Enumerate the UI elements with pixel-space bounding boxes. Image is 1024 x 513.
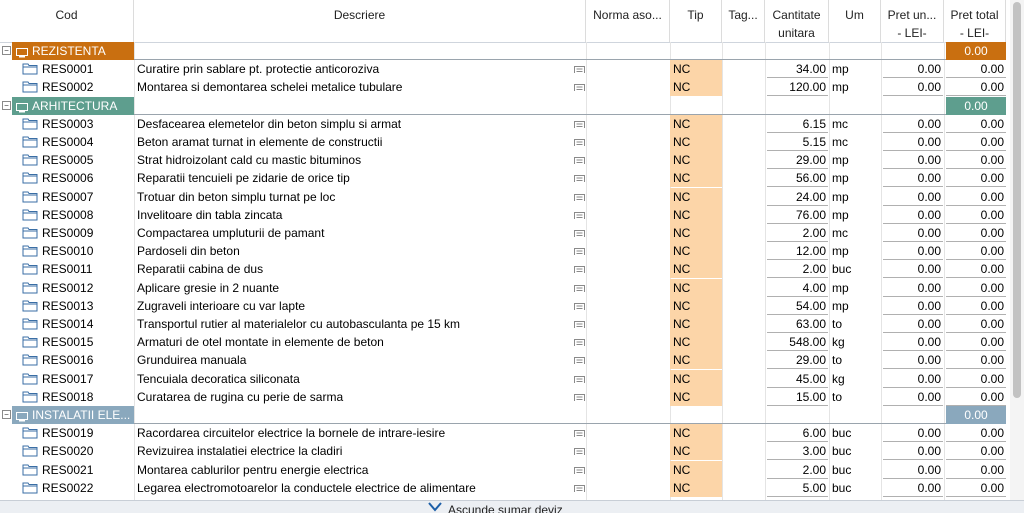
folder-icon — [22, 262, 38, 275]
table-row[interactable] — [0, 388, 1006, 406]
folder-icon — [22, 335, 38, 348]
folder-icon — [22, 62, 38, 75]
item-code[interactable]: RES0003 — [42, 116, 94, 131]
note-icon[interactable] — [574, 282, 586, 292]
item-quantity[interactable]: 5.15 — [767, 133, 828, 151]
item-quantity[interactable]: 63.00 — [767, 315, 828, 333]
group-name: REZISTENTA — [32, 44, 106, 58]
item-total-price[interactable]: 0.00 — [946, 370, 1006, 388]
group-row[interactable] — [0, 406, 1006, 424]
item-quantity[interactable]: 120.00 — [767, 78, 828, 96]
item-code[interactable]: RES0014 — [42, 317, 94, 331]
item-code[interactable]: RES0010 — [42, 244, 94, 259]
item-description[interactable]: Beton aramat turnat in elemente de constructii — [137, 135, 383, 149]
folder-icon — [22, 299, 38, 312]
item-description[interactable]: Curatarea de rugina cu perie de sarma — [137, 389, 344, 404]
item-description[interactable]: Montarea si demontarea schelei metalice tubulare — [137, 80, 403, 95]
item-code[interactable]: RES0008 — [42, 207, 94, 222]
item-type[interactable]: NC — [670, 479, 722, 497]
table-row[interactable] — [0, 242, 1006, 260]
note-icon[interactable] — [574, 336, 586, 346]
item-unit-price[interactable]: 0.00 — [883, 442, 943, 460]
item-um[interactable]: mp — [832, 189, 849, 204]
item-total-price[interactable]: 0.00 — [946, 242, 1006, 260]
collapse-toggle-icon[interactable]: − — [2, 101, 11, 110]
item-code[interactable]: RES0016 — [42, 353, 94, 368]
table-row[interactable] — [0, 333, 1006, 351]
item-um[interactable]: mp — [832, 62, 849, 77]
folder-icon — [22, 117, 38, 130]
item-um[interactable]: to — [832, 353, 843, 368]
item-code[interactable]: RES0007 — [42, 189, 94, 204]
item-um[interactable]: buc — [832, 462, 852, 477]
item-total-price[interactable]: 0.00 — [946, 224, 1006, 242]
item-quantity[interactable]: 12.00 — [767, 242, 828, 260]
column-header-um[interactable] — [829, 0, 881, 42]
group-name: ARHITECTURA — [32, 98, 118, 113]
item-type[interactable]: NC — [670, 351, 722, 369]
item-quantity[interactable]: 54.00 — [767, 297, 828, 315]
item-quantity[interactable]: 56.00 — [767, 169, 828, 187]
item-code[interactable]: RES0012 — [42, 280, 94, 295]
collapse-toggle-icon[interactable]: − — [2, 46, 11, 55]
item-unit-price[interactable]: 0.00 — [883, 297, 943, 315]
folder-icon — [22, 135, 38, 148]
item-um[interactable]: kg — [832, 335, 845, 350]
column-header-description-label: Descriere — [333, 8, 386, 22]
note-icon[interactable] — [574, 482, 586, 492]
item-unit-price[interactable]: 0.00 — [883, 60, 943, 78]
group-label-bar[interactable] — [12, 42, 134, 60]
column-header-description[interactable] — [134, 0, 586, 42]
item-total-price[interactable]: 0.00 — [946, 461, 1006, 479]
note-icon[interactable] — [574, 172, 586, 182]
item-total-price[interactable]: 0.00 — [946, 260, 1006, 278]
item-description[interactable]: Trotuar din beton simplu turnat pe loc — [137, 189, 336, 204]
column-header-type-label: Tip — [687, 8, 704, 22]
column-header-tag[interactable] — [722, 0, 765, 42]
group-icon — [16, 45, 28, 56]
item-description[interactable]: Racordarea circuitelor electrice la bornele de intrare-iesire — [137, 426, 446, 441]
item-description[interactable]: Reparatii tencuieli pe zidarie de orice tip — [137, 171, 350, 186]
group-icon — [16, 100, 28, 111]
folder-icon — [22, 481, 38, 494]
column-header-total-price-label: Pret total — [950, 8, 999, 22]
item-um[interactable]: mc — [832, 116, 848, 131]
item-unit-price[interactable]: 0.00 — [883, 479, 943, 497]
item-description[interactable]: Pardoseli din beton — [137, 244, 240, 259]
folder-icon — [22, 153, 38, 166]
folder-icon — [22, 226, 38, 239]
folder-icon — [22, 171, 38, 184]
note-icon[interactable] — [574, 245, 586, 255]
item-type[interactable]: NC — [670, 297, 722, 315]
table-row[interactable] — [0, 442, 1006, 460]
item-code[interactable]: RES0004 — [42, 135, 94, 149]
item-description[interactable]: Invelitoare din tabla zincata — [137, 207, 283, 222]
scrollbar-thumb[interactable] — [1013, 2, 1021, 398]
item-um[interactable]: buc — [832, 480, 852, 495]
item-type[interactable]: NC — [670, 260, 722, 278]
note-icon[interactable] — [574, 373, 586, 383]
note-icon[interactable] — [574, 209, 586, 219]
item-type[interactable]: NC — [670, 279, 722, 297]
group-separator — [134, 406, 946, 424]
table-row[interactable] — [0, 479, 1006, 497]
note-icon[interactable] — [574, 263, 586, 273]
item-total-price[interactable]: 0.00 — [946, 115, 1006, 133]
item-um[interactable]: mp — [832, 153, 849, 168]
group-separator — [134, 42, 946, 60]
note-icon[interactable] — [574, 354, 586, 364]
group-row[interactable] — [0, 97, 1006, 115]
column-header-total-price[interactable] — [944, 0, 1006, 42]
item-quantity[interactable]: 34.00 — [767, 60, 828, 78]
item-description[interactable]: Reparatii cabina de dus — [137, 262, 264, 277]
table-row[interactable] — [0, 151, 1006, 169]
item-unit-price[interactable]: 0.00 — [883, 315, 943, 333]
item-quantity[interactable]: 548.00 — [767, 333, 828, 351]
item-quantity[interactable]: 2.00 — [767, 224, 828, 242]
folder-icon — [22, 353, 38, 366]
summary-toggle-label[interactable]: Ascunde sumar deviz — [448, 503, 563, 513]
item-type[interactable]: NC — [670, 424, 722, 442]
chevron-down-icon — [428, 502, 442, 512]
item-total-price[interactable]: 0.00 — [946, 169, 1006, 187]
item-unit-price[interactable]: 0.00 — [883, 461, 943, 479]
item-unit-price[interactable]: 0.00 — [883, 169, 943, 187]
column-header-tag-label: Tag... — [728, 8, 758, 22]
note-icon[interactable] — [574, 391, 586, 401]
item-unit-price[interactable]: 0.00 — [883, 133, 943, 151]
table-row[interactable] — [0, 115, 1006, 133]
item-type[interactable]: NC — [670, 115, 722, 133]
item-um[interactable]: buc — [832, 262, 852, 277]
table-row[interactable] — [0, 315, 1006, 333]
table-row[interactable] — [0, 424, 1006, 442]
item-code[interactable]: RES0005 — [42, 153, 94, 168]
note-icon[interactable] — [574, 318, 586, 328]
item-code[interactable]: RES0002 — [42, 80, 94, 95]
folder-icon — [22, 390, 38, 403]
item-quantity[interactable]: 29.00 — [767, 151, 828, 169]
column-header-unit-price[interactable] — [881, 0, 944, 42]
item-type[interactable]: NC — [670, 242, 722, 260]
column-header-norm-label: Norma aso... — [593, 8, 662, 22]
group-total: 0.00 — [946, 406, 1006, 424]
item-um[interactable]: to — [832, 389, 843, 404]
note-icon[interactable] — [574, 63, 586, 73]
note-icon[interactable] — [574, 427, 586, 437]
item-total-price[interactable]: 0.00 — [946, 442, 1006, 460]
item-total-price[interactable]: 0.00 — [946, 151, 1006, 169]
item-unit-price[interactable]: 0.00 — [883, 188, 943, 206]
item-code[interactable]: RES0013 — [42, 298, 94, 313]
group-name: INSTALATII ELE... — [32, 408, 131, 422]
group-icon — [16, 409, 28, 420]
column-header-um-label: Um — [845, 8, 864, 22]
folder-icon — [22, 244, 38, 257]
item-code[interactable]: RES0009 — [42, 226, 94, 240]
vertical-scrollbar[interactable] — [1010, 0, 1024, 500]
item-quantity[interactable]: 3.00 — [767, 442, 828, 460]
item-unit-price[interactable]: 0.00 — [883, 206, 943, 224]
item-type[interactable]: NC — [670, 188, 722, 206]
grid-header — [0, 0, 1006, 43]
table-row[interactable] — [0, 461, 1006, 479]
item-unit-price[interactable]: 0.00 — [883, 388, 943, 406]
column-header-total-price-sublabel: - LEI- — [959, 26, 990, 40]
item-quantity[interactable]: 5.00 — [767, 479, 828, 497]
folder-icon — [22, 317, 38, 330]
column-header-code-label: Cod — [55, 8, 78, 22]
item-quantity[interactable]: 4.00 — [767, 279, 828, 297]
item-um[interactable]: buc — [832, 426, 852, 441]
column-header-quantity[interactable] — [765, 0, 829, 42]
item-um[interactable]: mp — [832, 244, 849, 259]
note-icon[interactable] — [574, 445, 586, 455]
item-code[interactable]: RES0019 — [42, 426, 94, 441]
item-um[interactable]: mp — [832, 280, 849, 295]
item-description[interactable]: Legarea electromotoarelor la conductele electrice de alimentare — [137, 480, 476, 495]
table-row[interactable] — [0, 370, 1006, 388]
item-total-price[interactable]: 0.00 — [946, 297, 1006, 315]
item-description[interactable]: Strat hidroizolant cald cu mastic bituminos — [137, 153, 362, 168]
table-row[interactable] — [0, 279, 1006, 297]
item-unit-price[interactable]: 0.00 — [883, 115, 943, 133]
group-row[interactable] — [0, 42, 1006, 60]
item-um[interactable]: mp — [832, 207, 849, 222]
table-row[interactable] — [0, 133, 1006, 151]
item-description[interactable]: Compactarea umpluturii de pamant — [137, 226, 325, 240]
group-label-bar[interactable] — [12, 97, 134, 115]
item-unit-price[interactable]: 0.00 — [883, 224, 943, 242]
item-type[interactable]: NC — [670, 224, 722, 242]
folder-icon — [22, 208, 38, 221]
item-quantity[interactable]: 45.00 — [767, 370, 828, 388]
item-quantity[interactable]: 24.00 — [767, 188, 828, 206]
item-description[interactable]: Armaturi de otel montate in elemente de beton — [137, 335, 384, 350]
item-type[interactable]: NC — [670, 151, 722, 169]
item-type[interactable]: NC — [670, 333, 722, 351]
item-total-price[interactable]: 0.00 — [946, 333, 1006, 351]
table-row[interactable] — [0, 224, 1006, 242]
table-row[interactable] — [0, 169, 1006, 187]
item-unit-price[interactable]: 0.00 — [883, 333, 943, 351]
item-total-price[interactable]: 0.00 — [946, 279, 1006, 297]
column-header-unit-price-sublabel: - LEI- — [897, 26, 927, 40]
item-code[interactable]: RES0011 — [42, 262, 93, 277]
item-code[interactable]: RES0006 — [42, 171, 94, 186]
item-quantity[interactable]: 6.00 — [767, 424, 828, 442]
item-description[interactable]: Desfacearea elemetelor din beton simplu si armat — [137, 116, 402, 131]
group-total: 0.00 — [946, 97, 1006, 115]
item-description[interactable]: Aplicare gresie in 2 nuante — [137, 280, 280, 295]
item-total-price[interactable]: 0.00 — [946, 479, 1006, 497]
note-icon[interactable] — [574, 81, 586, 91]
item-type[interactable]: NC — [670, 60, 722, 78]
item-unit-price[interactable]: 0.00 — [883, 260, 943, 278]
item-description[interactable]: Transportul rutier al materialelor cu autobasculanta pe 15 km — [137, 317, 461, 331]
folder-icon — [22, 444, 38, 457]
item-total-price[interactable]: 0.00 — [946, 78, 1006, 96]
item-description[interactable]: Grunduirea manuala — [137, 353, 247, 368]
item-code[interactable]: RES0001 — [42, 62, 94, 77]
item-unit-price[interactable]: 0.00 — [883, 242, 943, 260]
item-quantity[interactable]: 6.15 — [767, 115, 828, 133]
item-total-price[interactable]: 0.00 — [946, 133, 1006, 151]
item-code[interactable]: RES0021 — [42, 462, 94, 477]
item-description[interactable]: Tencuiala decoratica siliconata — [137, 371, 300, 386]
column-header-unit-price-label: Pret un... — [887, 8, 937, 22]
group-separator — [134, 97, 946, 115]
item-um[interactable]: mc — [832, 135, 848, 149]
item-um[interactable]: mc — [832, 226, 848, 240]
item-total-price[interactable]: 0.00 — [946, 188, 1006, 206]
item-unit-price[interactable]: 0.00 — [883, 279, 943, 297]
item-unit-price[interactable]: 0.00 — [883, 351, 943, 369]
item-quantity[interactable]: 29.00 — [767, 351, 828, 369]
item-code[interactable]: RES0022 — [42, 480, 94, 495]
item-type[interactable]: NC — [670, 370, 722, 388]
table-row[interactable] — [0, 188, 1006, 206]
item-um[interactable]: mp — [832, 80, 849, 95]
column-header-quantity-sublabel: unitara — [778, 26, 815, 40]
item-um[interactable]: mp — [832, 171, 849, 186]
item-quantity[interactable]: 2.00 — [767, 260, 828, 278]
item-unit-price[interactable]: 0.00 — [883, 78, 943, 96]
item-quantity[interactable]: 76.00 — [767, 206, 828, 224]
item-unit-price[interactable]: 0.00 — [883, 151, 943, 169]
item-um[interactable]: buc — [832, 444, 852, 459]
item-description[interactable]: Montarea cablurilor pentru energie electrica — [137, 462, 369, 477]
item-unit-price[interactable]: 0.00 — [883, 424, 943, 442]
item-total-price[interactable]: 0.00 — [946, 206, 1006, 224]
column-header-type[interactable] — [670, 0, 722, 42]
item-description[interactable]: Curatire prin sablare pt. protectie anticoroziva — [137, 62, 380, 77]
folder-icon — [22, 372, 38, 385]
table-row[interactable] — [0, 78, 1006, 96]
item-description[interactable]: Zugraveli interioare cu var lapte — [137, 298, 306, 313]
item-unit-price[interactable]: 0.00 — [883, 370, 943, 388]
item-quantity[interactable]: 2.00 — [767, 461, 828, 479]
folder-icon — [22, 281, 38, 294]
group-label-bar[interactable] — [12, 406, 134, 424]
item-type[interactable]: NC — [670, 461, 722, 479]
item-quantity[interactable]: 15.00 — [767, 388, 828, 406]
item-description[interactable]: Revizuirea instalatiei electrice la cladiri — [137, 444, 343, 459]
note-icon[interactable] — [574, 154, 586, 164]
note-icon[interactable] — [574, 300, 586, 310]
column-header-norm[interactable] — [586, 0, 670, 42]
item-type[interactable]: NC — [670, 388, 722, 406]
table-row[interactable] — [0, 206, 1006, 224]
note-icon[interactable] — [574, 227, 586, 237]
item-type[interactable]: NC — [670, 315, 722, 333]
group-total: 0.00 — [946, 42, 1006, 60]
item-total-price[interactable]: 0.00 — [946, 424, 1006, 442]
note-icon[interactable] — [574, 118, 586, 128]
summary-toggle-bar[interactable] — [0, 500, 1024, 513]
item-total-price[interactable]: 0.00 — [946, 388, 1006, 406]
item-type[interactable]: NC — [670, 442, 722, 460]
item-code[interactable]: RES0018 — [42, 389, 94, 404]
collapse-toggle-icon[interactable]: − — [2, 410, 11, 419]
column-header-quantity-label: Cantitate — [772, 8, 821, 22]
folder-icon — [22, 190, 38, 203]
table-row[interactable] — [0, 351, 1006, 369]
item-code[interactable]: RES0015 — [42, 335, 94, 350]
table-row[interactable] — [0, 297, 1006, 315]
note-icon[interactable] — [574, 136, 586, 146]
item-total-price[interactable]: 0.00 — [946, 60, 1006, 78]
item-um[interactable]: kg — [832, 371, 845, 386]
item-type[interactable]: NC — [670, 169, 722, 187]
column-header-code[interactable] — [0, 0, 134, 42]
item-code[interactable]: RES0017 — [42, 371, 94, 386]
item-total-price[interactable]: 0.00 — [946, 315, 1006, 333]
item-type[interactable]: NC — [670, 78, 722, 96]
table-row[interactable] — [0, 60, 1006, 78]
note-icon[interactable] — [574, 191, 586, 201]
item-code[interactable]: RES0020 — [42, 444, 94, 459]
table-row[interactable] — [0, 260, 1006, 278]
item-type[interactable]: NC — [670, 133, 722, 151]
note-icon[interactable] — [574, 464, 586, 474]
folder-icon — [22, 426, 38, 439]
folder-icon — [22, 463, 38, 476]
item-type[interactable]: NC — [670, 206, 722, 224]
item-um[interactable]: mp — [832, 298, 849, 313]
item-um[interactable]: to — [832, 317, 843, 331]
folder-icon — [22, 80, 38, 93]
item-total-price[interactable]: 0.00 — [946, 351, 1006, 369]
